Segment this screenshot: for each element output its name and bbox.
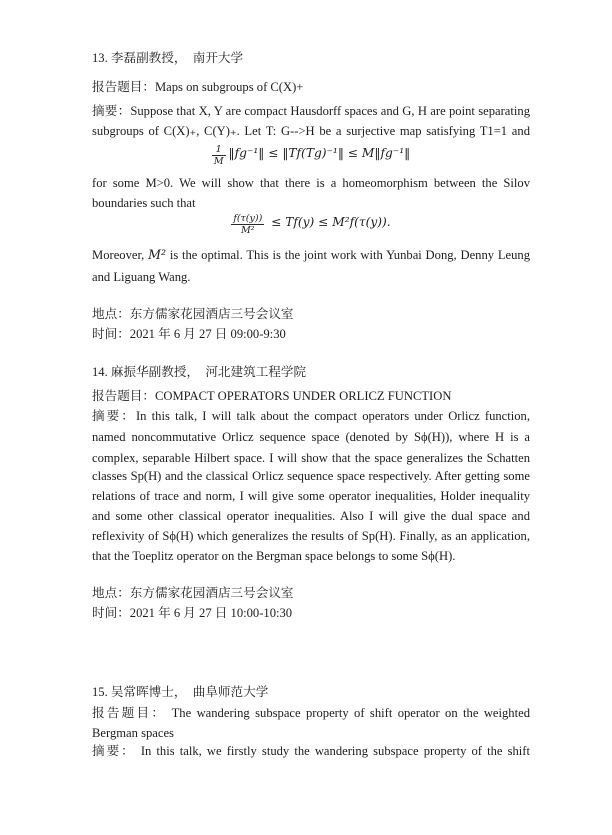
fraction <box>212 145 226 167</box>
talk14-header: 14. 麻振华副教授， 河北建筑工程学院 <box>92 365 307 379</box>
talk14-abstract-line-3: complex, separable Hilbert space. I will show that the space generalizes the Schatten <box>92 451 530 465</box>
fraction-numerator: f(τ(y)) <box>233 212 263 224</box>
talk14-abstract-line-8: that the Toeplitz operator on the Bergman space belongs to some Sϕ(H). <box>92 549 456 563</box>
talk15-title-line-1: 报告题目： The wandering subspace property of shift operator on the weighted <box>92 706 530 720</box>
talk15-abstract-line-1: 摘要： In this talk, we firstly study the wandering subspace property of the shift <box>92 744 530 758</box>
talk13-abstract-line-4: boundaries such that <box>92 196 196 210</box>
talk14-location: 地点：东方儒家花园酒店三号会议室 <box>92 586 294 600</box>
talk14-time: 时间：2021 年 6 月 27 日 10:00-10:30 <box>92 606 293 620</box>
talk13-formula-1 <box>92 140 530 167</box>
talk13-abstract-line-3: for some M>0. We will show that there is a homeomorphism between the Silov <box>92 176 530 190</box>
fraction-denominator: M² <box>231 224 264 236</box>
talk15-header: 15. 吴常晖博士， 曲阜师范大学 <box>92 685 269 699</box>
talk14-abstract-line-7: reflexivity of Sϕ(H) which generalizes the results of Sp(H). Finally, as an application, <box>92 529 530 543</box>
fraction-denominator: M <box>213 156 224 167</box>
talk13-abstract-line-1: 摘要：Suppose that X, Y are compact Hausdorff spaces and G, H are point separating <box>92 104 530 118</box>
talk13-header: 13. 李磊副教授， 南开大学 <box>92 51 244 65</box>
text-run: Moreover, <box>92 248 149 262</box>
talk13-time: 时间：2021 年 6 月 27 日 09:00-9:30 <box>92 327 286 341</box>
talk13-abstract-line-2: subgroups of C(X)₊, C(Y)₊. Let T: G-->H be a surjective map satisfying T1=1 and <box>92 124 530 138</box>
formula-body: ≤ Tf(y) ≤ M²f(τ(y)). <box>267 215 391 229</box>
talk14-title-line: 报告题目：COMPACT OPERATORS UNDER ORLICZ FUNCTION <box>92 389 452 403</box>
text-run: is the optimal. This is the joint work with Yunbai Dong, Denny Leung <box>166 248 531 262</box>
talk14-abstract-line-4: classes Sp(H) and the classical Orlicz sequence space respectively. After getting some <box>92 469 530 483</box>
talk14-abstract-line-6: and some other classical operator inequalities. Also I will give the dual space and <box>92 509 530 523</box>
talk15-title-line-2: Bergman spaces <box>92 726 174 740</box>
talk14-abstract-line-2: named noncommutative Orlicz sequence space (denoted by Sϕ(H)), where H is a <box>92 430 530 444</box>
talk14-abstract-line-1: 摘要：In this talk, I will talk about the compact operators under Orlicz function, <box>92 409 530 423</box>
fraction <box>231 214 264 236</box>
talk13-formula-2 <box>92 209 530 236</box>
talk14-abstract-line-5: relations of trace and norm, I will give some operator inequalities, Holder inequality <box>92 489 530 503</box>
talk13-abstract-line-6: and Liguang Wang. <box>92 270 191 284</box>
fraction-numerator: 1 <box>215 143 222 155</box>
talk13-title-line: 报告题目：Maps on subgroups of C(X)+ <box>92 80 304 94</box>
math-m-squared: M² <box>148 247 167 262</box>
formula-body: ‖fg⁻¹‖ ≤ ‖Tf(Tg)⁻¹‖ ≤ M‖fg⁻¹‖ <box>228 146 411 160</box>
talk13-location: 地点：东方儒家花园酒店三号会议室 <box>92 307 294 321</box>
talk13-abstract-line-5 <box>92 245 530 265</box>
